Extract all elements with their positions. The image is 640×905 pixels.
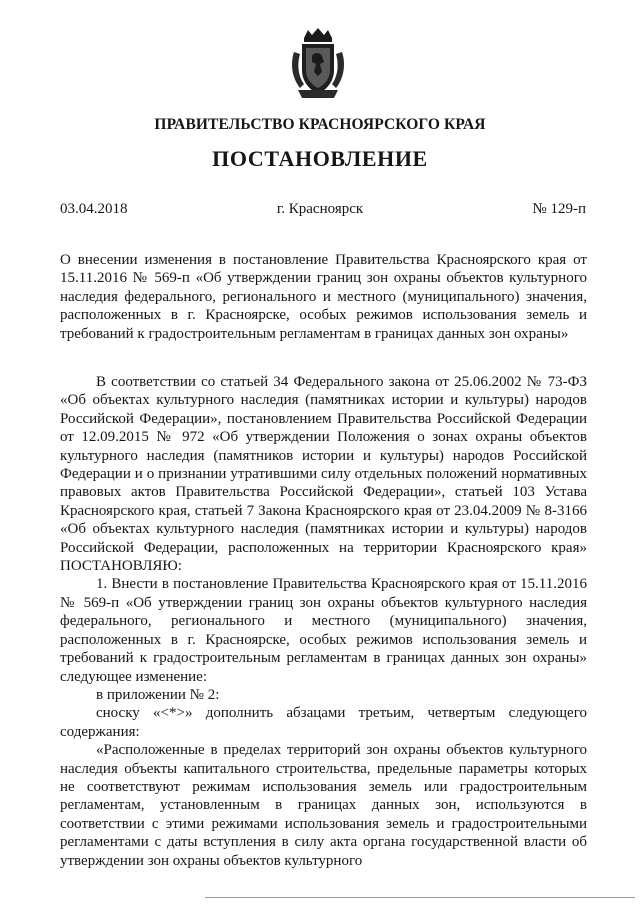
government-title: ПРАВИТЕЛЬСТВО КРАСНОЯРСКОГО КРАЯ xyxy=(154,116,486,133)
item-1-paragraph: 1. Внести в постановление Правительства Красноярского края от 15.11.2016 № 569-п «Об утверждении границ зон охраны объектов культурного наследия федерального, регионального и местного (муниципального) значения, расположенных в г. Красноярске, особых режимов использования земель и требований к градостроительным регламентам в границах данных зон охраны» следующее изменение: xyxy=(60,576,587,685)
preamble-paragraph: В соответствии со статьей 34 Федерального закона от 25.06.2002 № 73-ФЗ «Об объектах культурного наследия (памятниках истории и культуры) народов Российской Федерации», постановлением Правительства Российской Федерации от 12.09.2015 № 972 «Об утверждении Положения о зонах охраны объектов культурного наследия (памятников истории и культуры) народов Российской Федерации и о признании утратившими силу отдельных положений нормативных правовых актов Правительства Российской Федерации», статьей 103 Устава Красноярского края, статьей 7 Закона Красноярского края от 23.04.2009 № 8-3166 «Об объектах культурного наследия (памятниках истории и культуры) народов Российской Федерации, расположенных на территории Красноярского края» ПОСТАНОВЛЯЮ: xyxy=(60,374,587,575)
scan-edge-line xyxy=(205,897,635,898)
footnote-paragraph: сноску «<*>» дополнить абзацами третьим, четвертым следующего содержания: xyxy=(60,705,587,740)
document-body xyxy=(60,373,587,870)
krasnoyarsk-coat-of-arms-icon xyxy=(290,26,346,100)
appendix-paragraph: в приложении № 2: xyxy=(96,686,220,703)
document-date: 03.04.2018 xyxy=(60,201,128,217)
subject-paragraph: О внесении изменения в постановление Правительства Красноярского края от 15.11.2016 № 569-п «Об утверждении границ зон охраны объектов культурного наследия федерального, регионального и местного (муниципального) значения, расположенных в г. Красноярске, особых режимов использования земель и требований к градостроительным регламентам в границах данных зон охраны» xyxy=(60,252,587,342)
document-subject xyxy=(60,251,587,343)
document-number: № 129-п xyxy=(532,201,586,217)
document-city: г. Красноярск xyxy=(276,201,364,217)
document-type-heading: ПОСТАНОВЛЕНИЕ xyxy=(212,146,428,171)
quoted-paragraph: «Расположенные в пределах территорий зон охраны объектов культурного наследия объекты капитального строительства, предельные параметры которых не соответствуют режимам использования земель или градостроительным регламентам, установленным в границах данных зон, используются в соответствии с этими режимами использования земель и градостроительными регламентами с даты вступления в силу акта органа государственной власти об утверждении зон охраны объектов культурного xyxy=(60,742,587,869)
